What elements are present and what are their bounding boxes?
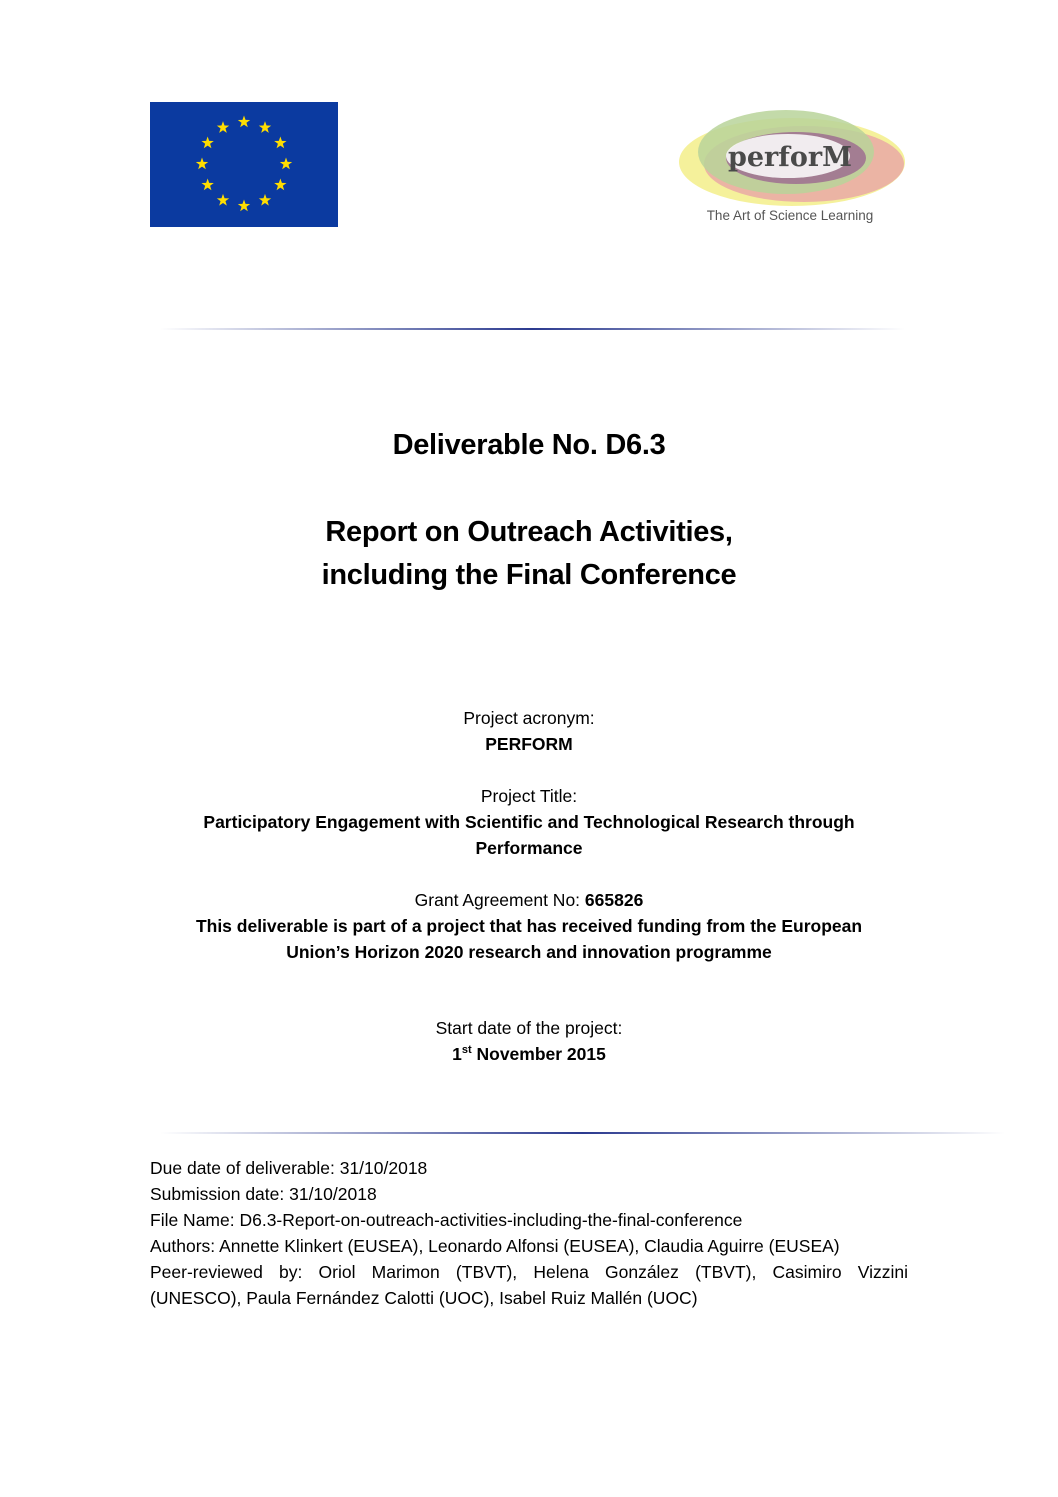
logo-tagline: The Art of Science Learning — [706, 208, 874, 223]
divider-top — [160, 328, 905, 330]
grant-number: 665826 — [584, 890, 644, 910]
peer-reviewers-line-1: Peer-reviewed by: Oriol Marimon (TBVT), Helena González (TBVT), Casimiro Vizzini — [150, 1262, 908, 1282]
eu-flag-icon — [150, 102, 338, 227]
grant-label: Grant Agreement No: — [414, 890, 585, 910]
grant-agreement — [0, 887, 1058, 913]
file-name: File Name: D6.3-Report-on-outreach-activities-including-the-final-conference — [150, 1210, 743, 1230]
project-acronym-label: Project acronym: — [463, 708, 595, 728]
start-date-block — [0, 1015, 1058, 1067]
deliverable-metadata — [150, 1155, 908, 1311]
authors: Authors: Annette Klinkert (EUSEA), Leonardo Alfonsi (EUSEA), Claudia Aguirre (EUSEA) — [150, 1236, 840, 1256]
start-date-rest: November 2015 — [471, 1044, 606, 1064]
submission-date: Submission date: 31/10/2018 — [150, 1184, 377, 1204]
start-date — [0, 1041, 1058, 1067]
deliverable-number: Deliverable No. D6.3 — [392, 429, 666, 461]
grant-block — [0, 887, 1058, 965]
report-title-line-1: Report on Outreach Activities, — [325, 516, 733, 548]
logo-wordmark: perforM — [727, 142, 853, 173]
due-date: Due date of deliverable: 31/10/2018 — [150, 1158, 428, 1178]
project-acronym: PERFORM — [485, 734, 573, 754]
project-acronym-block — [0, 705, 1058, 757]
funding-line-2: Union’s Horizon 2020 research and innovation programme — [286, 942, 772, 962]
report-title — [0, 511, 1058, 597]
peer-reviewers-line-2: (UNESCO), Paula Fernández Calotti (UOC), Isabel Ruiz Mallén (UOC) — [150, 1288, 698, 1308]
perform-logo — [676, 104, 908, 226]
project-title-line-1: Participatory Engagement with Scientific and Technological Research through — [203, 812, 855, 832]
funding-line-1: This deliverable is part of a project that has received funding from the European — [195, 916, 863, 936]
report-title-line-2: including the Final Conference — [321, 559, 737, 591]
project-title-block — [0, 783, 1058, 861]
project-title-label: Project Title: — [480, 786, 578, 806]
start-date-ordinal: st — [461, 1044, 472, 1057]
start-date-label: Start date of the project: — [435, 1018, 623, 1038]
start-date-day: 1 — [452, 1044, 462, 1064]
divider-bottom — [160, 1132, 1005, 1134]
project-title-line-2: Performance — [475, 838, 583, 858]
